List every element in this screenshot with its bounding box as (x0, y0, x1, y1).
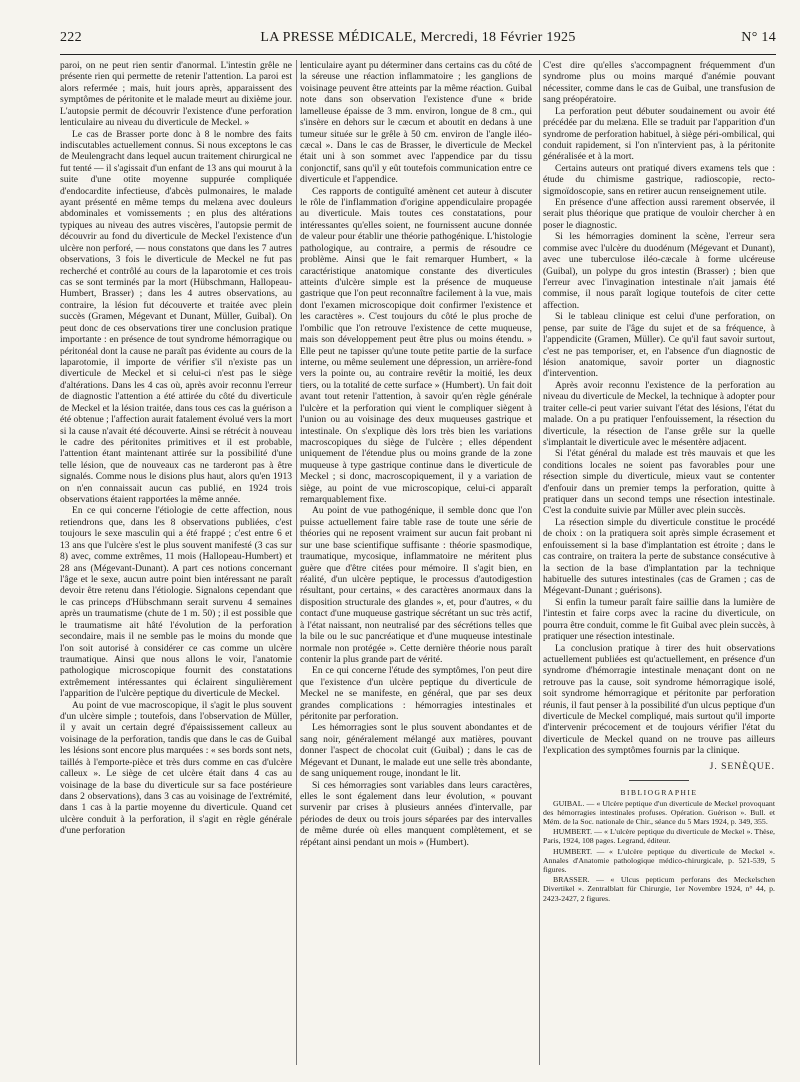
bibliography-title: BIBLIOGRAPHIE (543, 780, 775, 798)
paragraph: La perforation peut débuter soudainement ou avoir été précédée par du melæna. Elle se traduit par l'apparition d'un syndrome de perforation habituel, à siège péri-ombilical, qui conduit rapidement, si l'on n'intervient pas, à la péritonite généralisée et à la mort. (543, 105, 775, 163)
bibliography-entry: GUIBAL. — « Ulcère peptique d'un diverticule de Meckel provoquant des hémorragies intestinales profuses. Opération. Guérison ». Bull. et Mém. de la Soc. nationale de Chir., séance du 5 Mars 1924, p. 349, 355. (543, 798, 775, 826)
column-divider (296, 60, 297, 1065)
column-2 (300, 60, 532, 1070)
paragraph: En ce qui concerne l'étiologie de cette affection, nous retiendrons que, dans les 8 observations publiées, c'est toujours le sexe masculin qui a été frappé ; c'est entre 6 et 13 ans que l'ulcère s'est le plus souvent manifesté (3 cas sur 8) avec, comme extrêmes, 11 mois (Hallopeau-Humbert) et 28 ans (Mégevant-Dunant). A part ces notions concernant l'âge et le sexe, aucun autre point bien intéressant ne paraît devoir être retenu dans l'étiologie. Signalons cependant que le cas princeps d'Hübschmann serait survenu 4 semaines après un traumatisme (chute de 1 m. 50) ; il est possible que le traumatisme ait hâté l'évolution de la perforation secondaire, mais il ne semble pas le moins du monde que l'on soit autorisé à considérer ce cas comme un ulcère traumatique. Ainsi que nous allons le voir, l'anatomie pathologique microscopique fournit des constatations extrêmement intéressantes qui éclairent singulièrement l'apparition de l'ulcère peptique du diverticule de Meckel. (60, 505, 292, 700)
paragraph: La résection simple du diverticule constitue le procédé de choix : on la pratiquera soit après simple écrasement et enfouissement si la base d'implantation est étroite ; dans le cas contraire, on traitera la perte de substance consécutive à la section de la base d'implantation par la technique habituelle des sutures intestinales (cas de Gramen ; cas de Mégevant-Dunant ; guérisons). (543, 516, 775, 597)
paragraph: Après avoir reconnu l'existence de la perforation au niveau du diverticule de Meckel, la technique à adopter pour traiter celle-ci peut varier suivant l'état des lésions, l'état du malade. On a pu pratiquer l'enfouissement, la résection du diverticule, la résection de l'anse grêle sur la quelle s'implantait le diverticule avec le mésentère adjacent. (543, 379, 775, 448)
column-divider (539, 60, 540, 1065)
header-rule (60, 54, 776, 55)
paragraph: La conclusion pratique à tirer des huit observations actuellement publiées est qu'actuellement, en présence d'un syndrome d'hémorragie intestinale menaçant dont on ne retrouve pas la cause, soit syndrome hémorragique isolé, soit syndrome hémorragique et péritonite par perforation réunis, il faut penser à la possibilité d'un ulcus peptique d'un diverticule de Meckel compliqué, mais surtout qu'il importe d'intervenir précocement et de toujours vérifier l'état du diverticule de Meckel quand on ne trouve pas ailleurs l'explication des symptômes fournis par la clinique. (543, 642, 775, 757)
paragraph: Si enfin la tumeur paraît faire saillie dans la lumière de l'intestin et faire corps avec la racine du diverticule, on pourra être conduit, comme le fit Guibal avec plein succès, à pratiquer une résection intestinale. (543, 596, 775, 643)
paragraph: paroi, on ne peut rien sentir d'anormal. L'intestin grêle ne présente rien qui permette de retenir l'attention. La paroi est alors refermée ; mais, huit jours après, apparaissent des symptômes de péritonite et le malade meurt au dixième jour. L'autopsie permit de découvrir l'existence d'une perforation lenticulaire au niveau du diverticule de Meckel. » (60, 60, 292, 129)
issue-number: N° 14 (741, 30, 776, 45)
paragraph: Le cas de Brasser porte donc à 8 le nombre des faits indiscutables actuellement connus. Si nous exceptons le cas de Meulengracht dans lequel aucun traitement chirurgical ne fut tenté — il s'agissait d'un enfant de 13 ans qui mourut à la suite d'une otite moyenne suppurée compliquée d'endocardite infectieuse, d'abcès pulmonaires, le malade ayant présenté en même temps du melæna avec douleurs abdominales et vomissements ; en plus des altérations typiques au niveau des autres viscères, l'autopsie permit de découvrir au fond du diverticule de Meckel l'existence d'un ulcère non perforé, — nous constatons que dans les 7 autres observations, 3 fois le diverticule de Meckel ne fut pas recherché et contrôlé au cours de la laparotomie et ces trois cas se sont terminés par la mort (Hübschmann, Hallopeau-Humbert, Brasser) ; dans les 4 autres observations, au contraire, la lésion fut découverte et traitée avec plein succès (Gramen, Mégevant et Dunant, Müller, Guibal). On peut donc de ces observations tirer une conclusion pratique importante : en présence de tout syndrome hémorragique ou péritonéal dont la cause ne paraît pas évidente au cours de la laparotomie, il importe de vérifier s'il n'existe pas un diverticule de Meckel et si celui-ci n'est pas le siège d'altérations. Dans les 4 cas où, après avoir reconnu l'erreur de diagnostic l'attention a été attirée du côté du diverticule de Meckel et la lésion traitée, dans tous ces cas la guérison a été obtenue ; l'affection aurait fatalement évolué vers la mort si la cause n'avait été découverte. Ainsi se rétrécit à nouveau le cadre des péritonites primitives et il est probable, l'attention étant maintenant attirée sur la possibilité d'une telle lésion, que de nouveaux cas ne tarderont pas à être signalés. Comme nous le disions plus haut, alors qu'en 1913 on n'en connaissait aucun cas publié, en 1924 trois observations étaient rapportées la même année. (60, 128, 292, 506)
column-3 (543, 60, 775, 1070)
paragraph: Ces rapports de contiguïté amènent cet auteur à discuter le rôle de l'inflammation d'origine appendiculaire propagée au diverticule. Mais toutes ces constatations, pour intéressantes qu'elles soient, ne fournissent aucune donnée de valeur pour établir une théorie pathogénique. L'histologie pathologique, au contraire, a permis de résoudre ce problème. Ainsi que le fait remarquer Humbert, « la caractéristique anatomique constante des diverticules atteints d'ulcère simple est la présence de muqueuse gastrique que l'on peut reconnaître facilement à la vue, mais dont l'examen microscopique doit confirmer l'existence et les caractères ». C'est toujours du côté le plus proche de l'ombilic que l'on retrouve l'existence de cette muqueuse, mais son développement peut être plus ou moins étendu. » Elle peut ne tapisser qu'une toute petite partie de la surface interne, ou même seulement une dépression, un arrière-fond vers la pointe ou, au contraire revêtir la moitié, les deux tiers, ou la totalité de cette surface » (Humbert). Un fait doit avant tout retenir l'attention, à savoir qu'en règle générale l'ulcère et la perforation qui vient le compliquer siègent à l'union ou au voisinage des deux muqueuses gastrique et intestinale. On s'explique dès lors très bien les variations macroscopiques du siège de l'ulcère ; elles dépendent uniquement de l'étendue plus ou moins grande de la zone muqueuse à type gastrique continue dans le diverticule de Meckel ; si donc, macroscopiquement, il y a variation de siège, au point de vue microscopique, celui-ci apparaît remarquablement fixe. (300, 185, 532, 506)
paragraph: Si l'état général du malade est très mauvais et que les conditions locales ne soient pas favorables pour une résection simple du diverticule, mieux vaut se contenter d'enfouir dans un premier temps la perforation, quitte à pratiquer dans un second temps une résection intestinale. C'est la conduite suivie par Müller avec plein succès. (543, 448, 775, 517)
paragraph: Si ces hémorragies sont variables dans leurs caractères, elles le sont également dans leur évolution, « pouvant survenir par crises à plusieurs années d'intervalle, par périodes de deux ou trois jours séparées par des intervalles de même durée où elles manquent complètement, et se répétant ainsi pendant un mois » (Humbert). (300, 779, 532, 848)
bibliography-entry: HUMBERT. — « L'ulcère peptique du diverticule de Meckel ». Thèse, Paris, 1924, 108 pages. Legrand, éditeur. (543, 827, 775, 846)
bibliography-entry: BRASSER. — « Ulcus pepticum perforans des Meckelschen Divertikel ». Zentralblatt für Chirurgie, 1er Novembre 1924, n° 44, p. 2423-2427, 2 figures. (543, 875, 775, 903)
column-1 (60, 60, 292, 1070)
page-number: 222 (60, 30, 82, 45)
bibliography-entry: HUMBERT. — « L'ulcère peptique du diverticule de Meckel ». Annales d'Anatomie pathologique médico-chirurgicale, p. 521-539, 5 figures. (543, 846, 775, 874)
paragraph: En ce qui concerne l'étude des symptômes, l'on peut dire que l'existence d'un ulcère peptique du diverticule de Meckel ne se manifeste, en général, que par ses deux grandes complications : hémorragies intestinales et péritonite par perforation. (300, 665, 532, 723)
paragraph: Les hémorragies sont le plus souvent abondantes et de sang noir, généralement mélangé aux matières, pouvant donner l'aspect de chocolat cuit (Guibal) ; dans le cas de Mégevant et Dunant, le malade eut une selle très abondante, de sang uniquement rouge, inondant le lit. (300, 722, 532, 780)
page-header (60, 30, 776, 50)
paragraph: Au point de vue pathogénique, il semble donc que l'on puisse actuellement faire table rase de toute une série de théories qui ne reposent vraiment sur aucun fait probant ni sur une base scientifique suffisante : théorie spasmodique, traumatique, mycosique, inflammatoire ne méritent plus guère que d'être citées pour mémoire. Il s'agit bien, en réalité, d'un ulcère peptique, le processus d'autodigestion résultant, pour certains, « des caractères anormaux dans la disposition structurale des glandes », et, pour d'autres, « du contact d'une muqueuse gastrique sécrétant un suc très actif, à l'état naissant, non neutralisé par des sécrétions telles que la bile ou le suc pancréatique et d'une muqueuse intestinale normale non protégée ». Cette dernière théorie nous paraît contenir la plus grande part de vérité. (300, 505, 532, 665)
paragraph: En présence d'une affection aussi rarement observée, il serait plus théorique que pratique de vouloir chercher à en poser le diagnostic. (543, 197, 775, 231)
journal-title: LA PRESSE MÉDICALE, Mercredi, 18 Février 1925 (260, 30, 576, 45)
paragraph: Si les hémorragies dominent la scène, l'erreur sera commise avec l'ulcère du duodénum (Mégevant et Dunant), avec une tuberculose iléo-cæcale à forme ulcéreuse (Guibal), un polype du gros intestin (Brasser) ; bien que l'erreur avec l'invagination intestinale n'ait jamais été commise, il nous paraît logique toutefois de citer cette affection. (543, 231, 775, 311)
paragraph: Si le tableau clinique est celui d'une perforation, on pense, par suite de l'âge du sujet et de sa fréquence, à l'appendicite (Gramen, Müller). Ce qu'il faut savoir surtout, c'est ne pas temporiser, et, en l'absence d'un diagnostic de lésion anatomique, savoir porter un diagnostic d'intervention. (543, 311, 775, 380)
paragraph: Certains auteurs ont pratiqué divers examens tels que : étude du chimisme gastrique, radioscopie, recto-sigmoïdoscopie, sans en retirer aucun renseignement utile. (543, 162, 775, 197)
paragraph: Au point de vue macroscopique, il s'agit le plus souvent d'un ulcère simple ; toutefois, dans l'observation de Müller, il y avait un certain degré d'épaississement calleux au voisinage de la perforation, tandis que dans le cas de Guibal les lésions sont encore plus marquées : « ses bords sont nets, taillés à l'emporte-pièce et très durs comme en cas d'ulcère calleux ». Le siège de cet ulcère était dans 4 cas au voisinage de la base du diverticule sur sa face postérieure dans 2 observations), dans 3 cas au voisinage de l'extrémité, dans 1 cas à la partie moyenne du diverticule. Quand cet ulcère conduit à la perforation, il s'agit en règle générale d'une perforation (60, 699, 292, 837)
paragraph: lenticulaire ayant pu déterminer dans certains cas du côté de la séreuse une réaction inflammatoire ; les ganglions de voisinage peuvent être atteints par la même réaction. Guibal note dans son observation l'existence d'une « bride lamelleuse épaisse de 3 mm. environ, longue de 8 cm., qui s'insère en dehors sur le cæcum et aboutit en dedans à une tumeur située sur le grêle à 50 cm. environ de l'angle iléo-cæcal ». Dans le cas de Brasser, le diverticule de Meckel était uni à son sommet avec l'appendice par du tissu conjonctif, sans qu'il y eût toutefois communication entre ce diverticule et l'appendice. (300, 60, 532, 186)
author-signature: J. SENÈQUE. (709, 760, 775, 772)
paragraph: C'est dire qu'elles s'accompagnent fréquemment d'un syndrome plus ou moins marqué d'anémie pouvant nécessiter, comme dans le cas de Guibal, une transfusion de sang préopératoire. (543, 60, 775, 106)
